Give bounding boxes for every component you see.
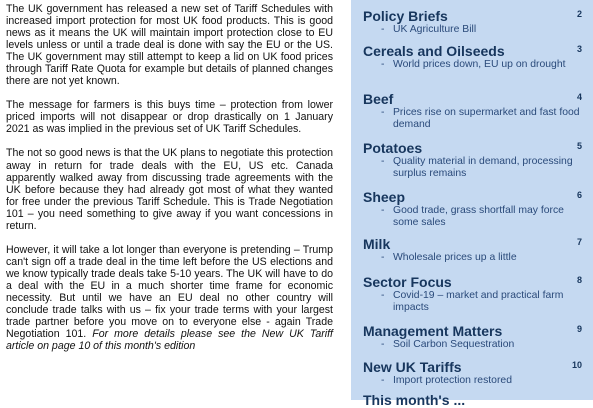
contents-section-potatoes[interactable] <box>363 140 585 180</box>
page-number: 10 <box>571 360 582 370</box>
contents-section-sheep[interactable] <box>363 189 585 229</box>
section-title[interactable]: Sheep <box>363 189 406 205</box>
page-number: 8 <box>576 275 582 285</box>
page-number: 4 <box>576 92 582 102</box>
section-item: - Covid-19 – market and practical farm impacts <box>381 290 564 314</box>
section-title[interactable]: Management Matters <box>363 323 503 339</box>
article-paragraph-4 <box>6 244 333 352</box>
section-title[interactable]: Potatoes <box>363 140 423 156</box>
contents-section-sector-focus[interactable] <box>363 274 585 314</box>
bullet: - <box>381 156 385 167</box>
page-number: 7 <box>576 237 582 247</box>
section-title[interactable]: Sector Focus <box>363 274 452 290</box>
article-paragraph-3: The not so good news is that the UK plans to negotiate this protection away in return for trade deals with the EU, US etc. Canada apparently walked away from discussing trade agreements with the UK before because they had already got most of what they wanted for free under the previous Tariff Schedule. This is Trade Negotiation 101 – you need something to give away if you want concessions in return. <box>6 147 333 232</box>
section-item: - Soil Carbon Sequestration <box>381 339 515 350</box>
bullet: - <box>381 107 385 118</box>
section-title[interactable]: Cereals and Oilseeds <box>363 43 505 59</box>
page-number: 3 <box>576 44 582 54</box>
contents-sidebar <box>351 0 593 408</box>
bullet: - <box>381 375 385 386</box>
contents-section-new-uk-tariffs[interactable] <box>363 359 585 387</box>
bullet: - <box>381 205 385 216</box>
section-item: - Prices rise on supermarket and fast food demand <box>381 107 580 131</box>
contents-section-cereals-oilseeds[interactable] <box>363 43 585 71</box>
bullet: - <box>381 339 385 350</box>
section-item: - Wholesale prices up a little <box>381 252 517 263</box>
bullet: - <box>381 24 385 35</box>
contents-section-beef[interactable] <box>363 91 585 131</box>
next-section-title: This month's ... <box>363 392 466 408</box>
article-paragraph-1: The UK government has released a new set of Tariff Schedules with increased import protection for most UK food products. This is good news as it means the UK will maintain import protection close to EU levels unless or until a trade deal is done with say the EU or the US. The UK government may still attempt to keep a lid on UK food prices through Tariff Rate Quota for example but details of planned changes there are not yet known. <box>6 3 333 88</box>
contents-section-policy-briefs[interactable] <box>363 8 585 36</box>
article-reference: For more details please see the New UK Tariff article on page 10 of this month's edition <box>6 328 333 353</box>
article-paragraph-4-text: However, it will take a lot longer than everyone is pretending – Trump can't sign off a trade deal in the time left before the US elections and we know typically trade deals take 5-10 years. The UK will have to do a deal with the EU in a much shorter time frame for economic necessity. But until we have an EU deal no other country will conclude trade talks with us – fix your trade terms with your largest trade partner before you move on to everyone else - again Trade Negotiation 101. <box>6 243 333 341</box>
section-item: - World prices down, EU up on drought <box>381 59 566 70</box>
bullet: - <box>381 252 385 263</box>
page-number: 2 <box>576 9 582 19</box>
section-title[interactable]: Beef <box>363 91 394 107</box>
section-item: - UK Agriculture Bill <box>381 24 477 35</box>
section-title[interactable]: Milk <box>363 236 391 252</box>
section-title[interactable]: Policy Briefs <box>363 8 448 24</box>
page-number: 6 <box>576 190 582 200</box>
page-number: 5 <box>576 141 582 151</box>
section-item: - Quality material in demand, processing surplus remains <box>381 156 573 180</box>
bullet: - <box>381 59 385 70</box>
section-title[interactable]: New UK Tariffs <box>363 359 462 375</box>
section-item: - Good trade, grass shortfall may force some sales <box>381 205 564 229</box>
bullet: - <box>381 290 385 301</box>
section-item: - Import protection restored <box>381 375 512 386</box>
page-number: 9 <box>576 324 582 334</box>
contents-section-management-matters[interactable] <box>363 323 585 351</box>
article <box>6 3 333 364</box>
contents-section-milk[interactable] <box>363 236 585 264</box>
article-paragraph-2: The message for farmers is this buys time – protection from lower priced imports will not disappear or drop drastically on 1 January 2021 as was implied in the previous set of UK Tariff Schedules. <box>6 99 333 136</box>
